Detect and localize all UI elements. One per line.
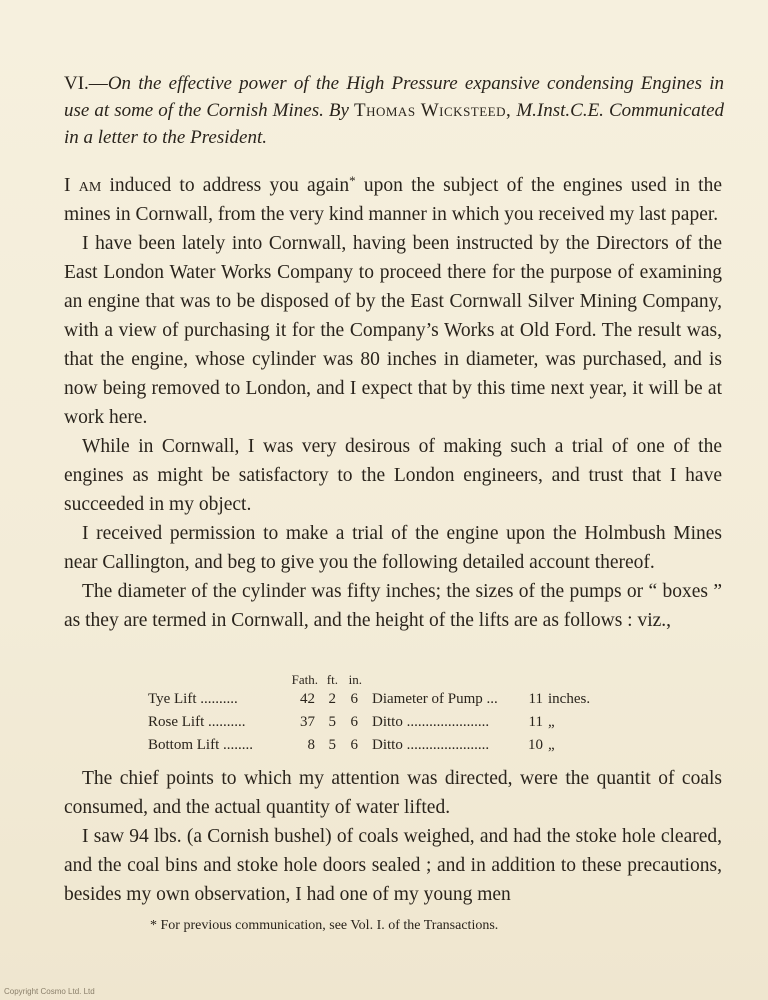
- header-fath: Fath.: [291, 672, 318, 687]
- by-label: By: [328, 100, 349, 121]
- lift-in: 6: [350, 714, 358, 730]
- paragraph-1: [64, 166, 722, 229]
- author-name: Thomas Wicksteed,: [353, 100, 512, 121]
- lift-ft: 2: [328, 691, 336, 707]
- footnote: * For previous communication, see Vol. I. of the Transactions.: [150, 918, 499, 933]
- header-in: in.: [348, 672, 362, 687]
- lift-table: [148, 668, 591, 757]
- article-title: On the effective power of the High Pressure expansive condensing Engines in use at some of the Cornish Mines.: [64, 73, 724, 121]
- paragraph-7: I saw 94 lbs. (a Cornish bushel) of coals weighed, and had the stoke hole cleared, and the coal bins and stoke hole doors sealed ; and in addition to these precautions, besides my own observation, I had one of my young men: [64, 826, 722, 905]
- pump-desc: Ditto ......................: [372, 737, 490, 753]
- paragraph-1-text-b: upon the subject of the engines used in the mines in Cornwall, from the very kind manner in which you received my last paper.: [64, 175, 722, 225]
- pump-unit: inches.: [548, 691, 591, 707]
- copyright-watermark: Copyright Cosmo Ltd. Ltd: [4, 987, 95, 996]
- table-row: [148, 711, 588, 734]
- header-ft: ft.: [326, 672, 338, 687]
- pump-unit: „: [548, 737, 555, 753]
- paragraph-1-text-a: induced to address you again: [101, 175, 350, 196]
- lift-ft: 5: [328, 737, 336, 753]
- lift-fath: 8: [307, 737, 315, 753]
- lift-name: Rose Lift ..........: [148, 714, 246, 730]
- lift-fath: 37: [300, 714, 315, 730]
- pump-value: 10: [528, 737, 543, 753]
- body-text-continued: [64, 764, 722, 909]
- paragraph-6: The chief points to which my attention was directed, were the quantit of coals consumed, and the actual quantity of water lifted.: [64, 768, 722, 818]
- pump-desc: Ditto ......................: [372, 714, 490, 730]
- lift-in: 6: [350, 737, 358, 753]
- footnote-marker: *: [349, 173, 356, 188]
- paragraph-3: While in Cornwall, I was very desirous of making such a trial of one of the engines as might be satisfactory to the London engineers, and trust that I have succeeded in my object.: [64, 436, 722, 515]
- pump-value: 11: [528, 691, 543, 707]
- lift-in: 6: [350, 691, 358, 707]
- author-credential: M.Inst.C.E.: [516, 100, 604, 121]
- paragraph-2: I have been lately into Cornwall, having been instructed by the Directors of the East London Water Works Company to proceed there for the purpose of examining an engine that was to be disposed of by the East Cornwall Silver Mining Company, with a view of purchasing it for the Company’s Works at Old Ford. The result was, that the engine, whose cylinder was 80 inches in diameter, was purchased, and is now being removed to London, and I expect that by this time next year, it will be at work here.: [64, 233, 722, 428]
- section-numeral: VI.—: [64, 73, 108, 94]
- body-text: [64, 166, 722, 635]
- article-heading: [64, 70, 724, 151]
- lift-name: Tye Lift ..........: [148, 691, 238, 707]
- lift-fath: 42: [300, 691, 315, 707]
- table-row: [148, 734, 588, 757]
- paragraph-5: The diameter of the cylinder was fifty inches; the sizes of the pumps or “ boxes ” as they are termed in Cornwall, and the height of the lifts are as follows : viz.,: [64, 581, 722, 631]
- paragraph-4: I received permission to make a trial of the engine upon the Holmbush Mines near Callington, and beg to give you the following detailed account thereof.: [64, 523, 722, 573]
- lift-ft: 5: [328, 714, 336, 730]
- table-row: [148, 688, 591, 711]
- pump-unit: „: [548, 714, 555, 730]
- table-header: [148, 668, 588, 688]
- communicated-note: Communicated in a letter to the President.: [64, 100, 725, 148]
- pump-desc: Diameter of Pump ...: [372, 691, 498, 707]
- lift-name: Bottom Lift ........: [148, 737, 253, 753]
- pump-value: 11: [528, 714, 543, 730]
- paragraph-lead: I am: [64, 175, 102, 196]
